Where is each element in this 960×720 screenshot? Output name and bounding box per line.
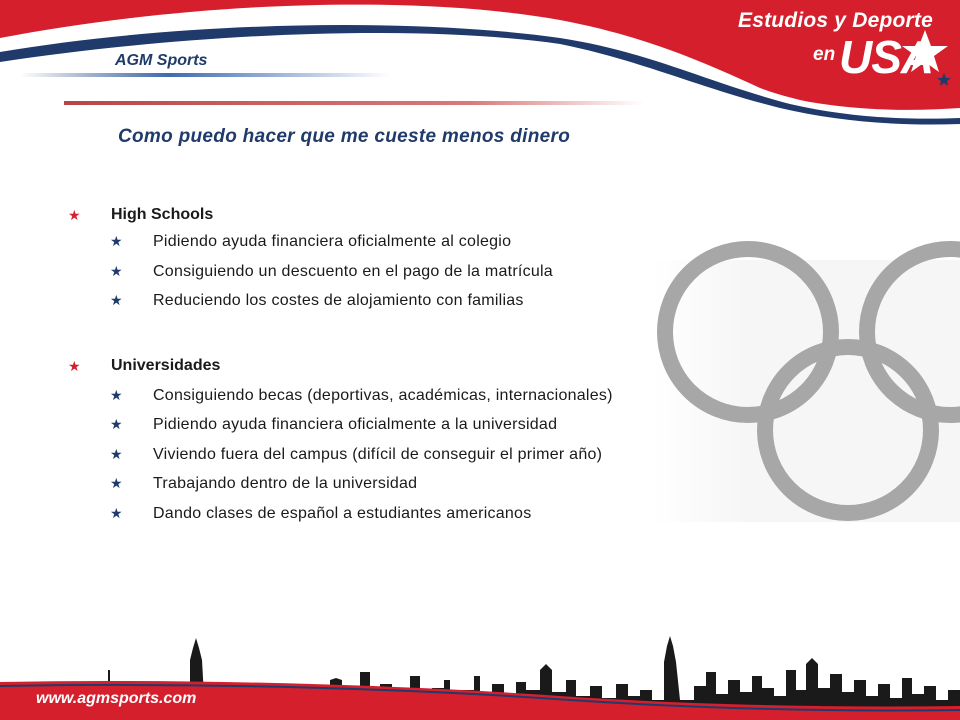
section-heading [68,203,708,227]
list-item [68,440,708,470]
list-item [68,381,708,411]
star-icon: ★ [110,262,123,279]
list-item [68,469,708,499]
list-item-text: Dando clases de español a estudiantes americanos [153,504,532,522]
list-item [68,286,708,316]
star-icon: ★ [110,233,123,249]
list-item [68,410,708,440]
list-item [68,257,708,287]
section-universidades [68,354,708,529]
footer-url-link[interactable]: www.agmsports.com [36,690,197,707]
section-heading-text: High Schools [111,206,214,223]
slide-title: Como puedo hacer que me cueste menos dinero [118,126,571,147]
star-icon: ★ [68,357,81,374]
logo-text-usa: USA [839,31,934,83]
star-icon: ★ [68,207,81,223]
star-icon: ★ [110,504,123,521]
list-item-text: Consiguiendo un descuento en el pago de la matrícula [153,262,553,280]
list-item-text: Trabajando dentro de la universidad [153,475,418,492]
list-item [68,227,708,257]
star-icon: ★ [110,475,123,491]
list-item-text: Viviendo fuera del campus (difícil de conseguir el primer año) [153,445,603,463]
section-high-schools [68,203,708,316]
star-icon: ★ [110,416,123,432]
logo-text-en: en [813,44,836,65]
brand-name: AGM Sports [115,52,208,69]
list-item-text: Reduciendo los costes de alojamiento con familias [153,292,524,309]
logo-text-line1: Estudios y Deporte [738,9,933,32]
list-item [68,499,708,529]
section-heading [68,354,708,378]
star-icon: ★ [110,292,123,308]
star-icon: ★ [110,386,123,403]
list-item-text: Pidiendo ayuda financiera oficialmente a la universidad [153,416,558,433]
section-heading-text: Universidades [111,356,221,374]
list-item-text: Pidiendo ayuda financiera oficialmente al colegio [153,233,512,250]
list-item-text: Consiguiendo becas (deportivas, académicas, internacionales) [153,386,613,404]
star-icon: ★ [110,445,123,462]
content-list [68,203,708,528]
